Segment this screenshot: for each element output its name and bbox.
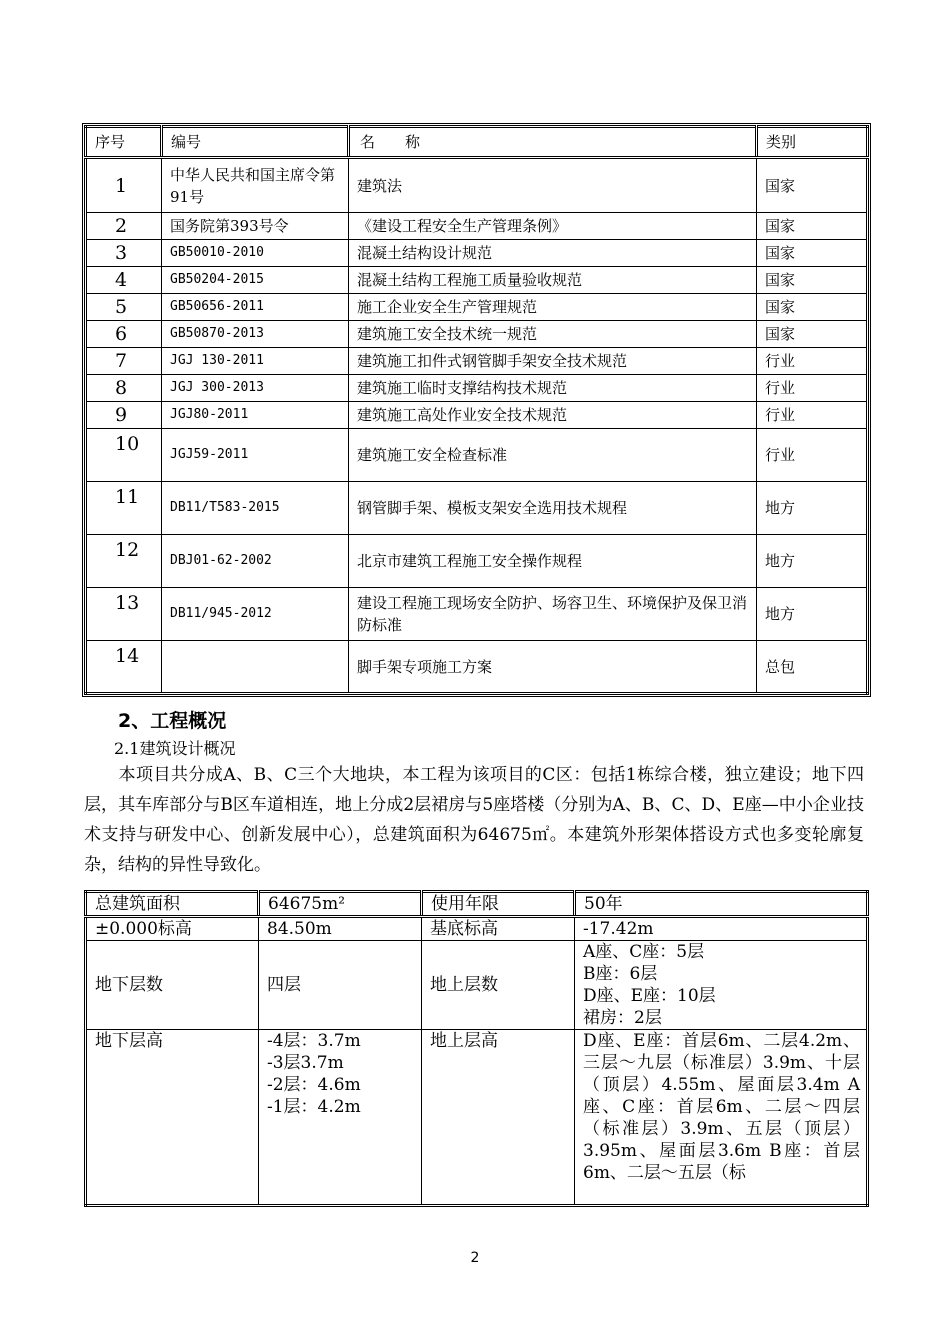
row-serial: 2 [86, 213, 162, 240]
row-code: GB50010-2010 [162, 240, 349, 267]
intro-text: 本项目共分成A、B、C三个大地块，本工程为该项目的C区：包括1栋综合楼，独立建设；地下四层，其车库部分与B区车道相连，地上分成2层裙房与5座塔楼（分别为A、B、C、D、E座—中小企业技术支持与研发中心、创新发展中心），总建筑面积为64675㎡。本建筑外形架体搭设方式也多变轮廓复杂，结构的异性导致化。 [84, 765, 864, 875]
table-row [86, 1030, 868, 1206]
table-row [86, 535, 868, 588]
table-row [86, 213, 868, 240]
row-serial: 14 [86, 641, 162, 694]
row-code: DB11/945-2012 [162, 588, 349, 641]
row-name: 建筑施工临时支撑结构技术规范 [349, 375, 757, 402]
row-name: 北京市建筑工程施工安全操作规程 [349, 535, 757, 588]
label-above-floors: 地上层数 [422, 941, 575, 1030]
row-name: 混凝土结构工程施工质量验收规范 [349, 267, 757, 294]
table-row [86, 429, 868, 482]
row-serial: 4 [86, 267, 162, 294]
label-total-area: 总建筑面积 [86, 892, 259, 917]
row-category: 国家 [757, 294, 868, 321]
row-code: GB50656-2011 [162, 294, 349, 321]
row-code: GB50204-2015 [162, 267, 349, 294]
value-service-life: 50年 [575, 892, 868, 917]
row-code: JGJ 300-2013 [162, 375, 349, 402]
row-serial: 3 [86, 240, 162, 267]
row-name: 建筑法 [349, 158, 757, 213]
table-row [86, 482, 868, 535]
row-code: DBJ01-62-2002 [162, 535, 349, 588]
above-height-text: D座、E座：首层6m、二层4.2m、三层～九层（标准层）3.9m、十层（顶层）4.55m、屋面层3.4m A座、C座：首层6m、二层～四层（标准层）3.9m、五层（顶层）3.95m、屋面层3.6m B座：首层6m、二层～五层（标 [583, 1031, 860, 1183]
value-zero-elevation: 84.50m [259, 917, 422, 941]
intro-paragraph [84, 760, 864, 880]
row-name: 《建设工程安全生产管理条例》 [349, 213, 757, 240]
row-name: 建筑施工高处作业安全技术规范 [349, 402, 757, 429]
row-code: 国务院第393号令 [162, 213, 349, 240]
row-serial: 5 [86, 294, 162, 321]
height-line: -3层3.7m [267, 1053, 344, 1073]
row-category: 国家 [757, 240, 868, 267]
header-category: 类别 [757, 127, 868, 158]
row-name: 建筑施工安全检查标准 [349, 429, 757, 482]
floors-line: D座、E座：10层 [583, 986, 716, 1006]
page-number: 2 [470, 1250, 480, 1266]
row-category: 行业 [757, 348, 868, 375]
table-row [86, 240, 868, 267]
table-row [86, 267, 868, 294]
overview-table [84, 890, 869, 1207]
row-category: 行业 [757, 402, 868, 429]
row-category: 地方 [757, 535, 868, 588]
row-category: 国家 [757, 158, 868, 213]
row-category: 国家 [757, 213, 868, 240]
label-underground-floors: 地下层数 [86, 941, 259, 1030]
row-category: 地方 [757, 588, 868, 641]
label-service-life: 使用年限 [422, 892, 575, 917]
value-total-area: 64675m² [259, 892, 422, 917]
row-category: 行业 [757, 429, 868, 482]
row-serial: 7 [86, 348, 162, 375]
row-serial: 11 [86, 482, 162, 535]
row-serial: 6 [86, 321, 162, 348]
header-name: 名 称 [349, 127, 757, 158]
row-code: GB50870-2013 [162, 321, 349, 348]
table-row [86, 641, 868, 694]
table-row [86, 158, 868, 213]
row-name: 混凝土结构设计规范 [349, 240, 757, 267]
height-line: -2层：4.6m [267, 1075, 361, 1095]
height-line: -1层：4.2m [267, 1097, 361, 1117]
label-base-elevation: 基底标高 [422, 917, 575, 941]
subsection-title: 2.1建筑设计概况 [114, 739, 236, 758]
row-serial: 12 [86, 535, 162, 588]
row-name: 建筑施工安全技术统一规范 [349, 321, 757, 348]
row-serial: 1 [86, 158, 162, 213]
row-code [162, 641, 349, 694]
floors-line: A座、C座：5层 [583, 942, 705, 962]
row-code: 中华人民共和国主席令第91号 [162, 158, 349, 213]
table-row [86, 375, 868, 402]
row-category: 地方 [757, 482, 868, 535]
row-category: 总包 [757, 641, 868, 694]
table-row [86, 321, 868, 348]
row-category: 国家 [757, 321, 868, 348]
floors-line: 裙房：2层 [583, 1008, 662, 1028]
row-code: DB11/T583-2015 [162, 482, 349, 535]
value-above-floors [575, 941, 868, 1030]
row-name: 脚手架专项施工方案 [349, 641, 757, 694]
height-line: -4层：3.7m [267, 1031, 361, 1051]
floors-line: B座：6层 [583, 964, 658, 984]
row-serial: 9 [86, 402, 162, 429]
table-row [86, 348, 868, 375]
standards-table [84, 125, 869, 695]
table-row [86, 294, 868, 321]
row-category: 行业 [757, 375, 868, 402]
row-serial: 13 [86, 588, 162, 641]
row-category: 国家 [757, 267, 868, 294]
label-zero-elevation: ±0.000标高 [86, 917, 259, 941]
table-row [86, 588, 868, 641]
table-header-row [86, 127, 868, 158]
label-underground-height: 地下层高 [86, 1030, 259, 1206]
row-code: JGJ80-2011 [162, 402, 349, 429]
row-code: JGJ 130-2011 [162, 348, 349, 375]
table-row [86, 917, 868, 941]
table-row [86, 402, 868, 429]
row-serial: 8 [86, 375, 162, 402]
value-underground-height [259, 1030, 422, 1206]
header-code: 编号 [162, 127, 349, 158]
row-name: 建设工程施工现场安全防护、场容卫生、环境保护及保卫消防标准 [349, 588, 757, 641]
section-title: 2、工程概况 [118, 710, 227, 732]
row-name: 钢管脚手架、模板支架安全选用技术规程 [349, 482, 757, 535]
header-serial: 序号 [86, 127, 162, 158]
table-row [86, 941, 868, 1030]
row-serial: 10 [86, 429, 162, 482]
table-row [86, 892, 868, 917]
value-above-height [575, 1030, 868, 1206]
value-base-elevation: -17.42m [575, 917, 868, 941]
value-underground-floors: 四层 [259, 941, 422, 1030]
label-above-height: 地上层高 [422, 1030, 575, 1206]
row-name: 施工企业安全生产管理规范 [349, 294, 757, 321]
row-code: JGJ59-2011 [162, 429, 349, 482]
row-name: 建筑施工扣件式钢管脚手架安全技术规范 [349, 348, 757, 375]
